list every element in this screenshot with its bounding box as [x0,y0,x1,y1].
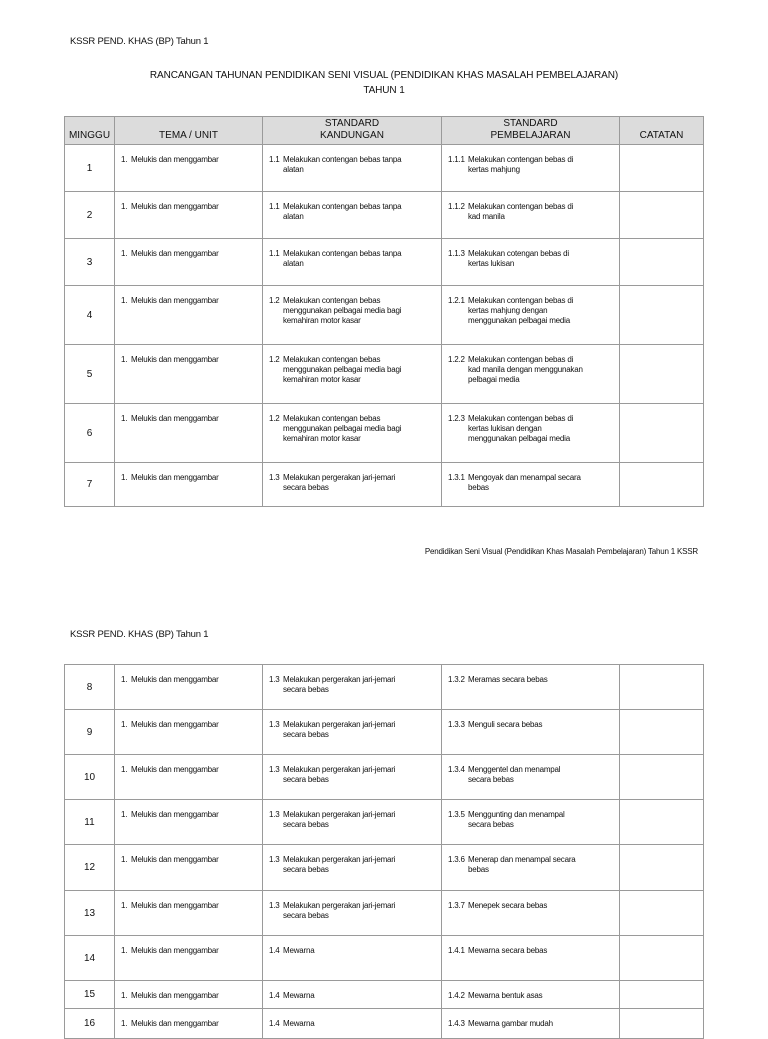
cell-pembelajaran [442,710,620,755]
cell-catatan [620,665,704,710]
cell-pembelajaran [442,463,620,507]
cell-kandungan [263,286,442,345]
tema-text: Melukis dan menggambar [131,355,219,364]
pembelajaran-text: Meramas secara bebas [468,675,548,684]
cell-pembelajaran [442,981,620,1009]
tema-code: 1. [121,473,128,482]
tema-text: Melukis dan menggambar [131,296,219,305]
kandungan-code: 1.1 [269,202,280,211]
kandungan-code: 1.3 [269,765,280,774]
cell-kandungan [263,755,442,800]
cell-pembelajaran [442,755,620,800]
col-minggu: MINGGU [65,117,115,145]
tema-code: 1. [121,414,128,423]
cell-tema [115,192,263,239]
cell-minggu: 7 [65,463,115,507]
table-row [65,710,704,755]
tema-code: 1. [121,155,128,164]
table-page1 [64,116,704,507]
pembelajaran-code: 1.3.1 [448,473,465,482]
cell-catatan [620,239,704,286]
cell-kandungan [263,192,442,239]
table-row [65,936,704,981]
pembelajaran-text: Menggunting dan menampal secara bebas [468,810,565,829]
cell-kandungan [263,463,442,507]
table-row [65,845,704,891]
pembelajaran-text: Melakukan contengan bebas di kertas mahjung [468,155,574,174]
cell-catatan [620,800,704,845]
table-row [65,665,704,710]
pembelajaran-code: 1.1.1 [448,155,465,164]
kandungan-text: Melakukan pergerakan jari-jemari secara bebas [283,810,396,829]
pembelajaran-code: 1.3.7 [448,901,465,910]
cell-minggu: 9 [65,710,115,755]
kandungan-text: Mewarna [283,1019,315,1028]
cell-pembelajaran [442,239,620,286]
cell-pembelajaran [442,936,620,981]
tema-code: 1. [121,946,128,955]
cell-kandungan [263,665,442,710]
cell-tema [115,891,263,936]
cell-minggu: 16 [65,1009,115,1039]
cell-catatan [620,145,704,192]
pembelajaran-text: Melakukan contengan bebas di kad manila dengan menggunakan pelbagai media [468,355,583,384]
cell-kandungan [263,981,442,1009]
kandungan-code: 1.1 [269,249,280,258]
tema-text: Melukis dan menggambar [131,675,219,684]
table-row [65,891,704,936]
pembelajaran-code: 1.3.2 [448,675,465,684]
tema-code: 1. [121,296,128,305]
cell-kandungan [263,404,442,463]
pembelajaran-code: 1.3.6 [448,855,465,864]
cell-tema [115,286,263,345]
kandungan-code: 1.3 [269,675,280,684]
tema-code: 1. [121,1019,128,1028]
cell-tema [115,404,263,463]
cell-kandungan [263,145,442,192]
kandungan-text: Melakukan pergerakan jari-jemari secara bebas [283,720,396,739]
kandungan-code: 1.4 [269,991,280,1000]
kandungan-text: Melakukan contengan bebas menggunakan pelbagai media bagi kemahiran motor kasar [283,414,402,443]
cell-catatan [620,192,704,239]
pembelajaran-code: 1.2.1 [448,296,465,305]
table-row [65,286,704,345]
table-row [65,345,704,404]
cell-minggu: 11 [65,800,115,845]
cell-tema [115,145,263,192]
pembelajaran-code: 1.3.5 [448,810,465,819]
kandungan-text: Melakukan contengan bebas tanpa alatan [283,155,402,174]
pembelajaran-text: Menguli secara bebas [468,720,543,729]
tema-text: Melukis dan menggambar [131,202,219,211]
table-row [65,800,704,845]
pembelajaran-text: Melakukan contengan bebas di kertas mahjung dengan menggunakan pelbagai media [468,296,574,325]
table-row [65,755,704,800]
cell-catatan [620,845,704,891]
kandungan-text: Melakukan pergerakan jari-jemari secara bebas [283,765,396,784]
cell-minggu: 15 [65,981,115,1009]
cell-catatan [620,286,704,345]
kandungan-code: 1.3 [269,810,280,819]
cell-minggu: 13 [65,891,115,936]
cell-kandungan [263,891,442,936]
tema-text: Melukis dan menggambar [131,855,219,864]
pembelajaran-text: Melakukan cotengan bebas di kertas lukisan [468,249,569,268]
cell-minggu: 3 [65,239,115,286]
page1-title-line2: TAHUN 1 [363,85,405,96]
pembelajaran-code: 1.1.2 [448,202,465,211]
pembelajaran-text: Mewarna bentuk asas [468,991,543,1000]
cell-pembelajaran [442,891,620,936]
tema-text: Melukis dan menggambar [131,720,219,729]
pembelajaran-text: Mengoyak dan menampal secara bebas [468,473,581,492]
cell-pembelajaran [442,145,620,192]
kandungan-code: 1.3 [269,901,280,910]
kandungan-code: 1.3 [269,720,280,729]
tema-code: 1. [121,901,128,910]
tema-code: 1. [121,355,128,364]
table-row [65,463,704,507]
tema-code: 1. [121,855,128,864]
cell-kandungan [263,239,442,286]
cell-tema [115,936,263,981]
tema-code: 1. [121,720,128,729]
kandungan-text: Melakukan pergerakan jari-jemari secara bebas [283,675,396,694]
tema-text: Melukis dan menggambar [131,901,219,910]
pembelajaran-code: 1.1.3 [448,249,465,258]
page1-title-line1: RANCANGAN TAHUNAN PENDIDIKAN SENI VISUAL (PENDIDIKAN KHAS MASALAH PEMBELAJARAN) [149,70,619,81]
kandungan-code: 1.4 [269,1019,280,1028]
table-row [65,404,704,463]
tema-code: 1. [121,249,128,258]
kandungan-code: 1.3 [269,855,280,864]
cell-tema [115,981,263,1009]
cell-kandungan [263,710,442,755]
page1-footer: Pendidikan Seni Visual (Pendidikan Khas Masalah Pembelajaran) Tahun 1 KSSR [424,547,698,556]
pembelajaran-text: Mewarna gambar mudah [468,1019,553,1028]
kandungan-text: Mewarna [283,946,315,955]
tema-text: Melukis dan menggambar [131,249,219,258]
pembelajaran-text: Menggentel dan menampal secara bebas [468,765,561,784]
cell-minggu: 8 [65,665,115,710]
cell-pembelajaran [442,345,620,404]
cell-pembelajaran [442,286,620,345]
cell-tema [115,710,263,755]
kandungan-text: Mewarna [283,991,315,1000]
table-row [65,239,704,286]
tema-text: Melukis dan menggambar [131,810,219,819]
pembelajaran-code: 1.2.2 [448,355,465,364]
kandungan-code: 1.2 [269,296,280,305]
kandungan-text: Melakukan pergerakan jari-jemari secara bebas [283,473,396,492]
pembelajaran-code: 1.3.4 [448,765,465,774]
page1-header: KSSR PEND. KHAS (BP) Tahun 1 [70,36,209,47]
tema-text: Melukis dan menggambar [131,473,219,482]
table-row [65,981,704,1009]
cell-tema [115,845,263,891]
col-catatan: CATATAN [620,117,704,145]
cell-minggu: 14 [65,936,115,981]
cell-pembelajaran [442,665,620,710]
pembelajaran-text: Menerap dan menampal secara bebas [468,855,576,874]
tema-code: 1. [121,810,128,819]
cell-pembelajaran [442,845,620,891]
cell-tema [115,239,263,286]
tema-code: 1. [121,765,128,774]
tema-text: Melukis dan menggambar [131,1019,219,1028]
cell-minggu: 12 [65,845,115,891]
cell-catatan [620,981,704,1009]
tema-text: Melukis dan menggambar [131,155,219,164]
tema-code: 1. [121,675,128,684]
tema-text: Melukis dan menggambar [131,414,219,423]
kandungan-text: Melakukan contengan bebas tanpa alatan [283,202,402,221]
pembelajaran-text: Menepek secara bebas [468,901,548,910]
kandungan-code: 1.2 [269,355,280,364]
tema-text: Melukis dan menggambar [131,765,219,774]
table-row [65,192,704,239]
pembelajaran-text: Melakukan contengan bebas di kertas lukisan dengan menggunakan pelbagai media [468,414,574,443]
cell-minggu: 5 [65,345,115,404]
tema-code: 1. [121,202,128,211]
cell-pembelajaran [442,800,620,845]
cell-catatan [620,755,704,800]
pembelajaran-code: 1.4.2 [448,991,465,1000]
col-kandungan: STANDARD KANDUNGAN [263,117,442,145]
table-row [65,145,704,192]
page2-header: KSSR PEND. KHAS (BP) Tahun 1 [70,629,209,640]
kandungan-code: 1.3 [269,473,280,482]
col-tema: TEMA / UNIT [115,117,263,145]
cell-minggu: 4 [65,286,115,345]
kandungan-text: Melakukan contengan bebas menggunakan pelbagai media bagi kemahiran motor kasar [283,296,402,325]
kandungan-text: Melakukan pergerakan jari-jemari secara bebas [283,855,396,874]
cell-catatan [620,463,704,507]
kandungan-text: Melakukan contengan bebas tanpa alatan [283,249,402,268]
pembelajaran-text: Melakukan contengan bebas di kad manila [468,202,574,221]
cell-kandungan [263,845,442,891]
kandungan-code: 1.2 [269,414,280,423]
kandungan-text: Melakukan contengan bebas menggunakan pelbagai media bagi kemahiran motor kasar [283,355,402,384]
col-pembelajaran: STANDARD PEMBELAJARAN [442,117,620,145]
cell-tema [115,800,263,845]
cell-catatan [620,936,704,981]
cell-tema [115,463,263,507]
cell-kandungan [263,345,442,404]
cell-catatan [620,404,704,463]
cell-minggu: 1 [65,145,115,192]
kandungan-code: 1.1 [269,155,280,164]
cell-minggu: 2 [65,192,115,239]
tema-text: Melukis dan menggambar [131,991,219,1000]
cell-tema [115,755,263,800]
cell-tema [115,665,263,710]
cell-tema [115,345,263,404]
pembelajaran-code: 1.3.3 [448,720,465,729]
tema-text: Melukis dan menggambar [131,946,219,955]
pembelajaran-code: 1.4.1 [448,946,465,955]
kandungan-code: 1.4 [269,946,280,955]
cell-catatan [620,891,704,936]
cell-minggu: 10 [65,755,115,800]
cell-pembelajaran [442,192,620,239]
cell-kandungan [263,936,442,981]
cell-kandungan [263,800,442,845]
table-page2 [64,664,704,1039]
cell-pembelajaran [442,404,620,463]
pembelajaran-code: 1.2.3 [448,414,465,423]
tema-code: 1. [121,991,128,1000]
pembelajaran-text: Mewarna secara bebas [468,946,548,955]
cell-minggu: 6 [65,404,115,463]
kandungan-text: Melakukan pergerakan jari-jemari secara bebas [283,901,396,920]
pembelajaran-code: 1.4.3 [448,1019,465,1028]
cell-catatan [620,710,704,755]
cell-catatan [620,345,704,404]
